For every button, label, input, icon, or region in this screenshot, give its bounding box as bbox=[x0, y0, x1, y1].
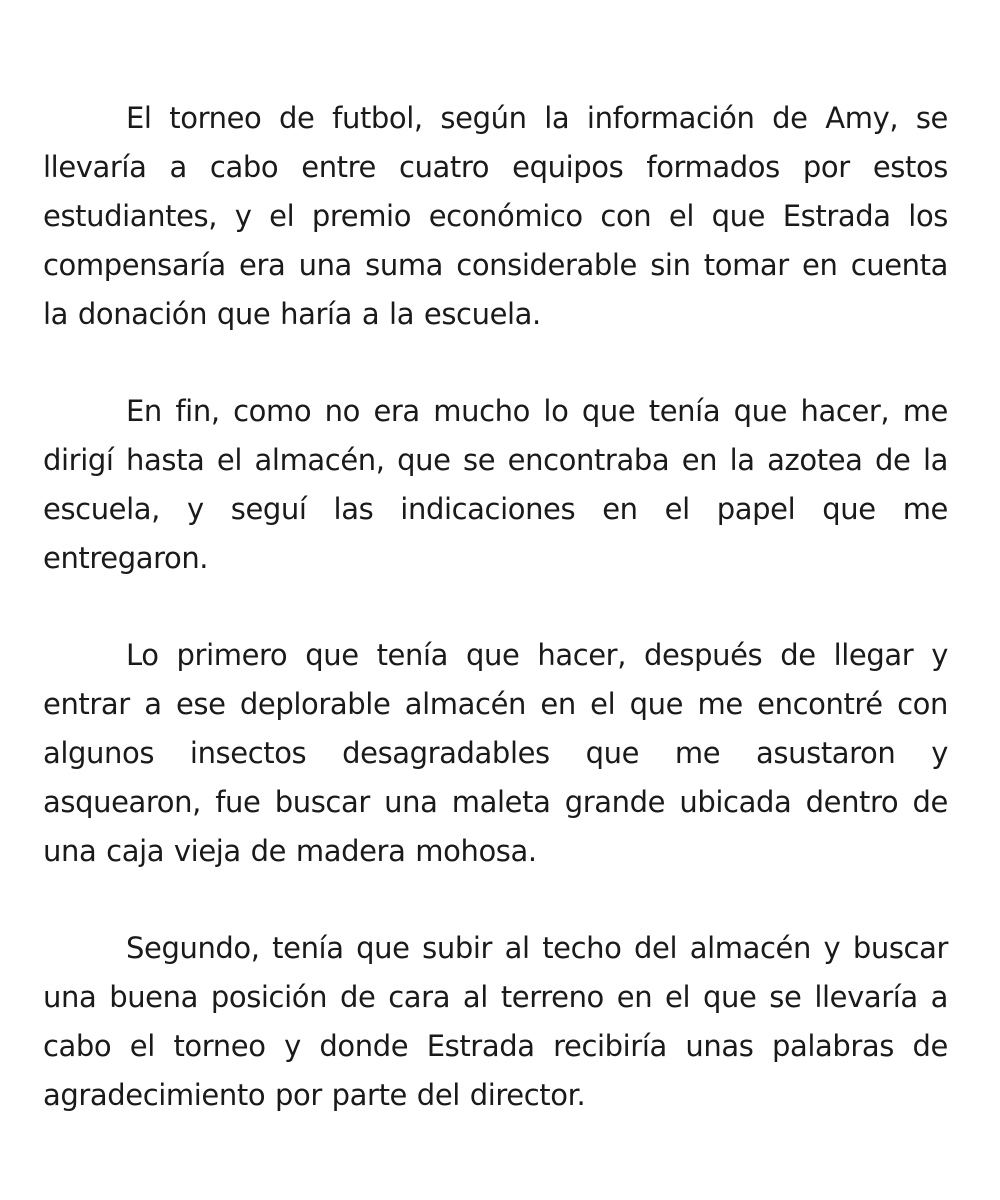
paragraph-2: En fin, como no era mucho lo que tenía que hacer, me dirigí hasta el almacén, que se encontraba en la azotea de la escuela, y seguí las indicaciones en el papel que me entregaron. bbox=[43, 394, 948, 575]
paragraph-4: Segundo, tenía que subir al techo del almacén y buscar una buena posición de cara al terreno en el que se llevaría a cabo el torneo y donde Estrada recibiría unas palabras de agradecimiento por parte del director. bbox=[43, 931, 948, 1112]
paragraph-3: Lo primero que tenía que hacer, después de llegar y entrar a ese deplorable almacén en el que me encontré con algunos insectos desagradables que me asustaron y asquearon, fue buscar una maleta grande ubicada dentro de una caja vieja de madera mohosa. bbox=[43, 638, 948, 868]
document-page bbox=[43, 94, 948, 1168]
paragraph-1: El torneo de futbol, según la información de Amy, se llevaría a cabo entre cuatro equipos formados por estos estudiantes, y el premio económico con el que Estrada los compensaría era una suma considerable sin tomar en cuenta la donación que haría a la escuela. bbox=[43, 101, 948, 331]
